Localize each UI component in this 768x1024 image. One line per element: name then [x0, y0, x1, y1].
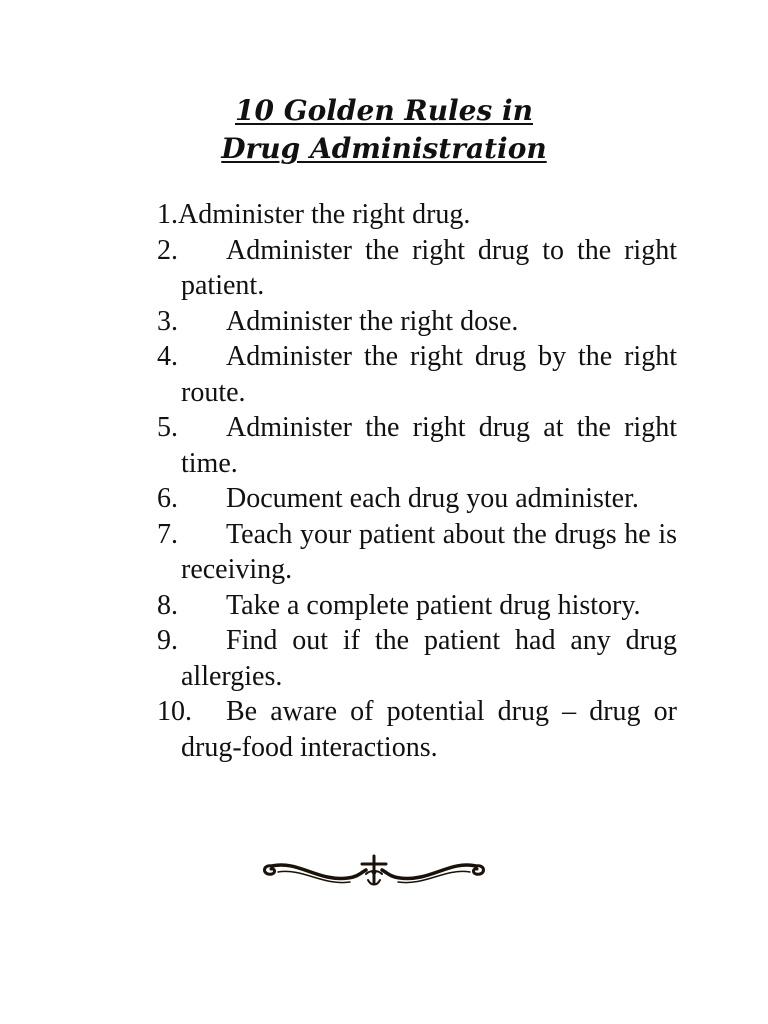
rule-number: 10.	[157, 696, 192, 727]
rule-text: Find out if the patient had any drug allergies.	[181, 625, 677, 692]
rule-item	[157, 410, 677, 481]
rule-item	[157, 339, 677, 410]
title-line-2: Drug Administration	[221, 132, 547, 165]
rule-text: Administer the right drug.	[178, 199, 471, 230]
rule-number: 4.	[157, 341, 178, 372]
rule-item	[157, 481, 677, 517]
rule-number: 9.	[157, 625, 178, 656]
rule-item	[157, 694, 677, 765]
rule-text: Administer the right dose.	[226, 305, 519, 337]
rule-number: 1.	[157, 199, 178, 230]
rule-number: 8.	[157, 589, 178, 621]
page-title	[0, 92, 768, 168]
rule-number: 3.	[157, 305, 178, 337]
rule-text: Teach your patient about the drugs he is receiving.	[181, 518, 677, 585]
rule-text: Document each drug you administer.	[226, 483, 639, 514]
rule-item	[157, 304, 677, 340]
rule-item	[157, 623, 677, 694]
rule-item	[157, 588, 677, 624]
scroll-flourish-divider-icon	[258, 852, 490, 892]
rule-item	[157, 233, 677, 304]
rule-text: Be aware of potential drug – drug or drug-food interactions.	[181, 696, 677, 763]
rule-number: 2.	[157, 234, 178, 266]
rules-list	[157, 197, 677, 765]
rule-text: Take a complete patient drug history.	[226, 589, 641, 621]
rule-text: Administer the right drug to the right patient.	[181, 234, 677, 301]
rule-number: 7.	[157, 518, 178, 550]
rule-number: 5.	[157, 412, 178, 443]
rule-item	[157, 517, 677, 588]
rule-item	[157, 197, 677, 233]
title-line-1: 10 Golden Rules in	[234, 94, 534, 127]
rule-text: Administer the right drug by the right route.	[181, 341, 677, 408]
rule-text: Administer the right drug at the right time.	[181, 412, 677, 479]
rule-number: 6.	[157, 483, 178, 514]
